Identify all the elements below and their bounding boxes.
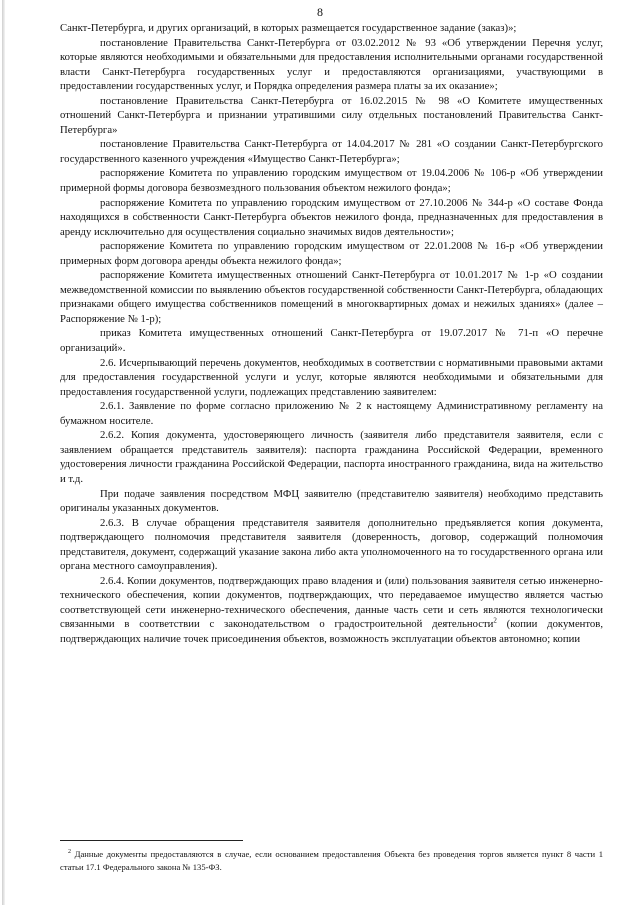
paragraph-text-tail: (копии документов, подтверждающих наличие точек присоединения объектов, возможность эксплуатации объектов автономно; копии [60,618,603,645]
paragraph: постановление Правительства Санкт-Петербурга от 14.04.2017 № 281 «О создании Санкт-Петербургского государственного казенного учреждения «Имущество Санкт-Петербурга»; [60,138,603,165]
paragraph-with-footnote [60,574,603,647]
paragraph: 2.6. Исчерпывающий перечень документов, необходимых в соответствии с нормативными правовыми актами для предоставления государственной услуги и услуг, которые являются необходимыми и обязательными для предоставления государственной услуги, подлежащих представлению заявителем: [60,356,603,398]
paragraph: распоряжение Комитета по управлению городским имуществом от 27.10.2006 № 344-р «О составе Фонда находящихся в собственности Санкт-Петербурга объектов нежилого фонда, предназначенных для предоставления в аренду исключительно для осуществления социально значимых видов деятельности»; [60,196,603,238]
paragraph: 2.6.2. Копия документа, удостоверяющего личность (заявителя либо представителя заявителя, если с заявлением обращается представитель заявителя): паспорта гражданина Российской Федерации, временного удостоверения личности гражданина Российской Федерации, паспорта иностранного гражданина, вида на жительство и т.д. [60,429,603,485]
footnote-mark: 2 [68,849,71,856]
footnote-reference: 2 [493,616,497,625]
paragraph: 2.6.1. Заявление по форме согласно приложению № 2 к настоящему Административному регламенту на бумажном носителе. [60,400,603,427]
paragraph: Санкт-Петербурга, и других организаций, в которых размещается государственное задание (заказ)»; [60,22,517,34]
paragraph: При подаче заявления посредством МФЦ заявителю (представителю заявителя) необходимо представить оригиналы указанных документов. [60,487,603,515]
document-body [60,21,603,647]
paragraph: постановление Правительства Санкт-Петербурга от 03.02.2012 № 93 «Об утверждении Перечня услуг, которые являются необходимыми и обязательными для предоставления исполнительными органами государственной власти Санкт-Петербурга государственных услуг и предоставляются организациями, участвующими в предоставлении государственных услуг, и Порядка определения размера платы за их оказание»; [60,36,603,93]
scan-edge-shadow [2,0,5,905]
footnote-separator [60,840,243,841]
paragraph: 2.6.3. В случае обращения представителя заявителя дополнительно предъявляется копия документа, подтверждающего полномочия представителя заявителя (доверенность, договор, содержащий полномочия представителя, документ, содержащий указание закона либо акта уполномоченного на то государственного органа или органа местного самоуправления). [60,516,603,573]
footnote-text: Данные документы предоставляются в случае, если основанием предоставления Объекта без проведения торгов является пункт 8 части 1 статьи 17.1 Федерального закона № 135-ФЗ. [60,849,603,872]
paragraph: приказ Комитета имущественных отношений Санкт-Петербурга от 19.07.2017 № 71-п «О перечне организаций». [60,327,603,355]
paragraph: распоряжение Комитета по управлению городским имуществом от 22.01.2008 № 16-р «Об утверждении примерных форм договора аренды объекта нежилого фонда»; [60,240,603,267]
paragraph: постановление Правительства Санкт-Петербурга от 16.02.2015 № 98 «О Комитете имущественных отношений Санкт-Петербурга и признании утратившими силу отдельных постановлений Правительства Санкт-Петербурга» [60,94,603,136]
paragraph: распоряжение Комитета имущественных отношений Санкт-Петербурга от 10.01.2017 № 1-р «О создании межведомственной комиссии по выявлению объектов государственной собственности Санкт-Петербурга, обладающих признаками общего имущества собственников помещений в многоквартирных домах и нежилых зданиях» (далее – Распоряжение № 1-р); [60,269,603,325]
page-number: 8 [317,5,323,19]
paragraph-text: 2.6.4. Копии документов, подтверждающих право владения и (или) пользования заявителя сетью инженерно-технического обеспечения, копии документов, подтверждающих, что передаваемое имущество является частью соответствующей сети инженерно-технического обеспечения, данные часть сети и сеть являются технологически связанными в соответствии с законодательством о градостроительной деятельности [60,574,603,631]
paragraph: распоряжение Комитета по управлению городским имуществом от 19.04.2006 № 106-р «Об утверждении примерной формы договора безвозмездного пользования объектом нежилого фонда»; [60,167,603,195]
footnote [60,848,603,874]
